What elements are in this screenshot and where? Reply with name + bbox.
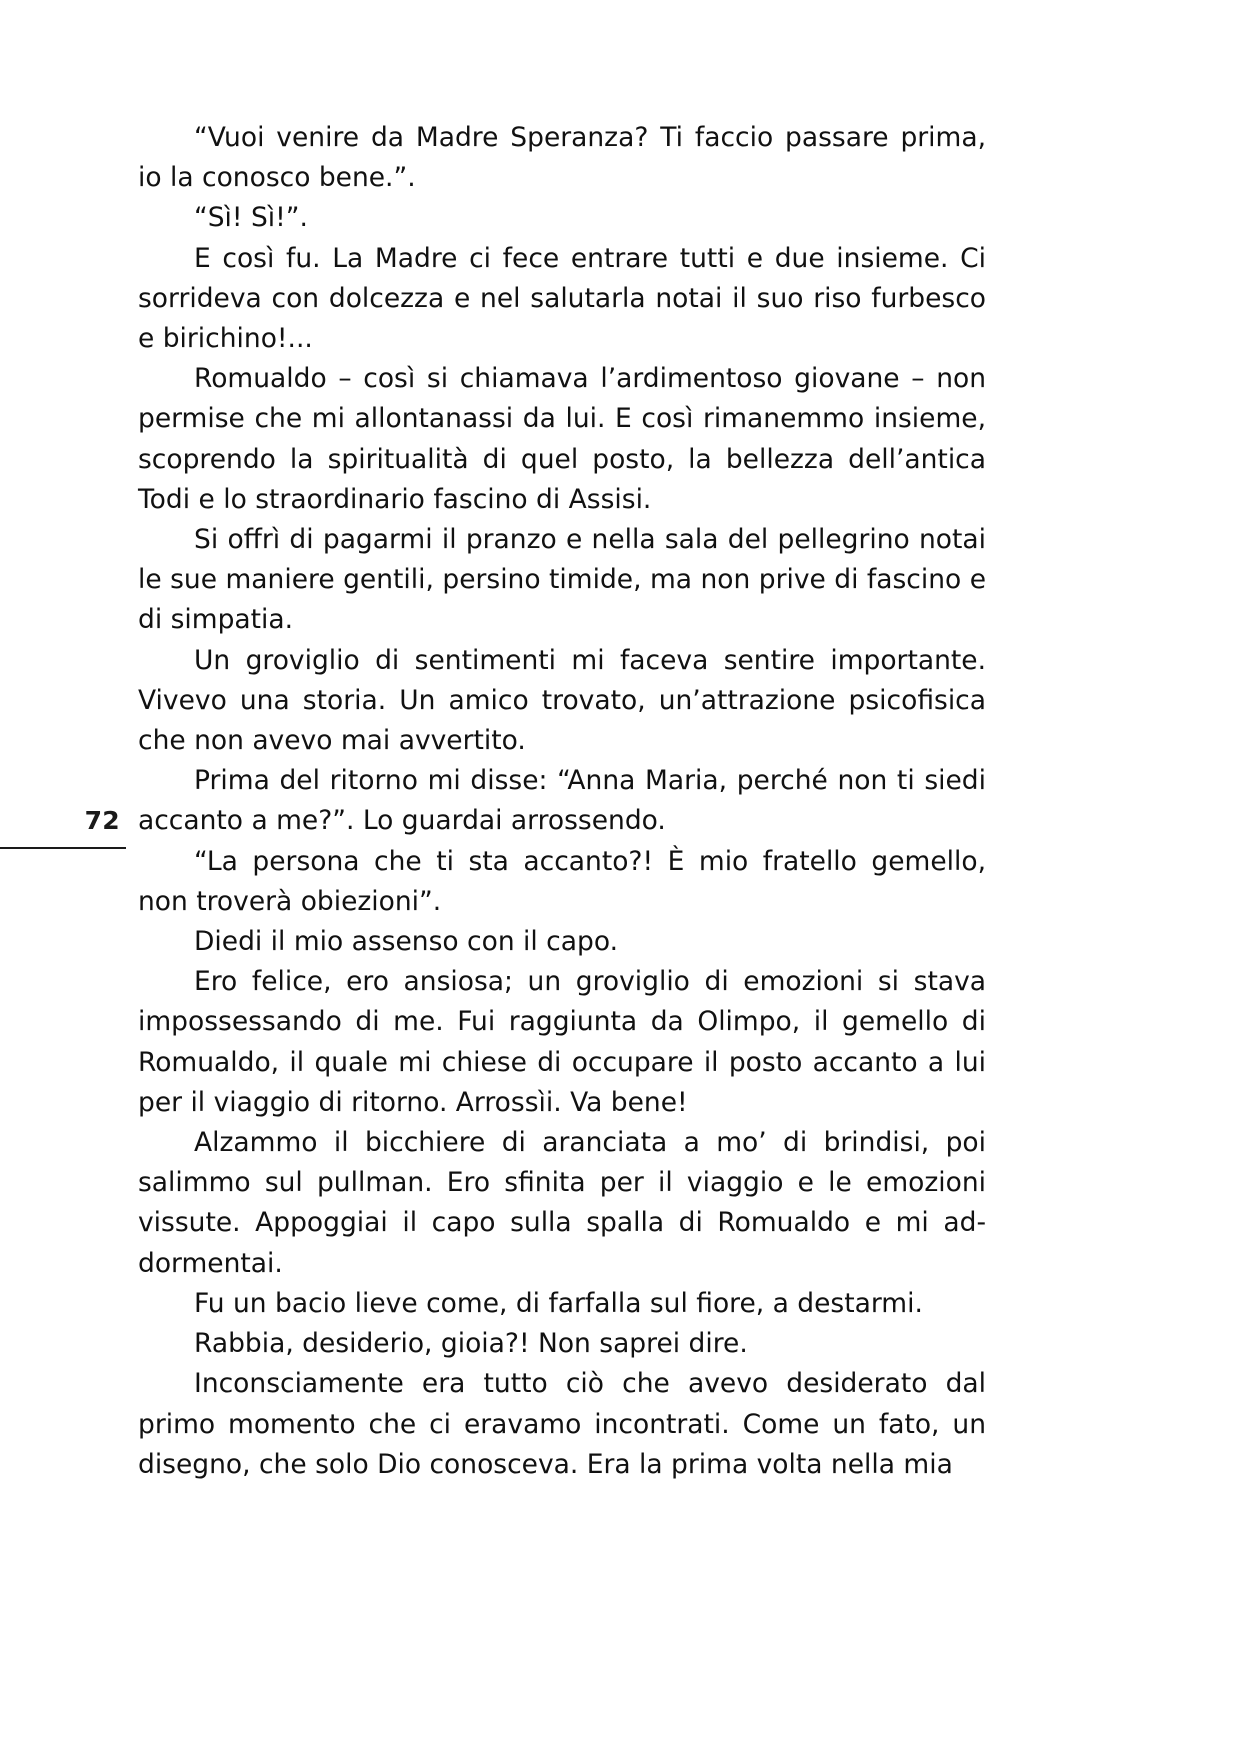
body-text-column bbox=[138, 118, 986, 1485]
paragraph: Prima del ritorno mi disse: “Anna Maria, perché non ti siedi accanto a me?”. Lo guardai arrossendo. bbox=[138, 765, 986, 837]
paragraph: “La persona che ti sta accanto?! È mio fratello gemello, non troverà obiezioni”. bbox=[138, 845, 986, 917]
paragraph: Inconsciamente era tutto ciò che avevo desiderato dal primo momento che ci eravamo incontrati. Come un fato, un disegno, che solo Dio conosceva. Era la prima volta nella mia bbox=[138, 1368, 986, 1480]
paragraph: “Vuoi venire da Madre Speranza? Ti faccio passare prima, io la conosco bene.”. bbox=[138, 122, 986, 194]
paragraph: Ero felice, ero ansiosa; un groviglio di emozioni si stava impossessando di me. Fui raggiunta da Olimpo, il gemello di Romualdo, il quale mi chiese di occupare il posto accanto a lui per il viaggio di ritorno. Arrossìi. Va bene! bbox=[138, 966, 986, 1118]
paragraph: Diedi il mio assenso con il capo. bbox=[194, 926, 618, 958]
paragraph: Fu un bacio lieve come, di farfalla sul fiore, a destarmi. bbox=[194, 1287, 923, 1319]
folio-block bbox=[0, 806, 126, 849]
paragraph: Rabbia, desiderio, gioia?! Non saprei dire. bbox=[194, 1328, 748, 1360]
paragraph: Alzammo il bicchiere di aranciata a mo’ di brindisi, poi salimmo sul pullman. Ero sfinita per il viaggio e le emozioni vissute. Appoggiai il capo sulla spalla di Romualdo e mi addormentai. bbox=[138, 1127, 986, 1279]
paragraph: Romualdo – così si chiamava l’ardimentoso giovane – non permise che mi allontanassi da lui. E così rimanemmo insieme, scoprendo la spiritualità di quel posto, la bellezza dell’antica Todi e lo straordinario fascino di Assisi. bbox=[138, 363, 986, 515]
paragraph: “Sì! Sì!”. bbox=[194, 202, 308, 234]
paragraph: Un groviglio di sentimenti mi faceva sentire importante. Vivevo una storia. Un amico trovato, un’attrazione psicofisica che non avevo mai avvertito. bbox=[138, 644, 986, 757]
paragraph: Si offrì di pagarmi il pranzo e nella sala del pellegrino notai le sue maniere gentili, persino timide, ma non prive di fascino e di simpatia. bbox=[138, 524, 986, 636]
folio-divider-rule bbox=[0, 847, 126, 849]
paragraph: E così fu. La Madre ci fece entrare tutti e due insieme. Ci sorrideva con dolcezza e nel salutarla notai il suo riso furbesco e birichino!... bbox=[138, 242, 986, 355]
page-number: 72 bbox=[84, 806, 120, 835]
